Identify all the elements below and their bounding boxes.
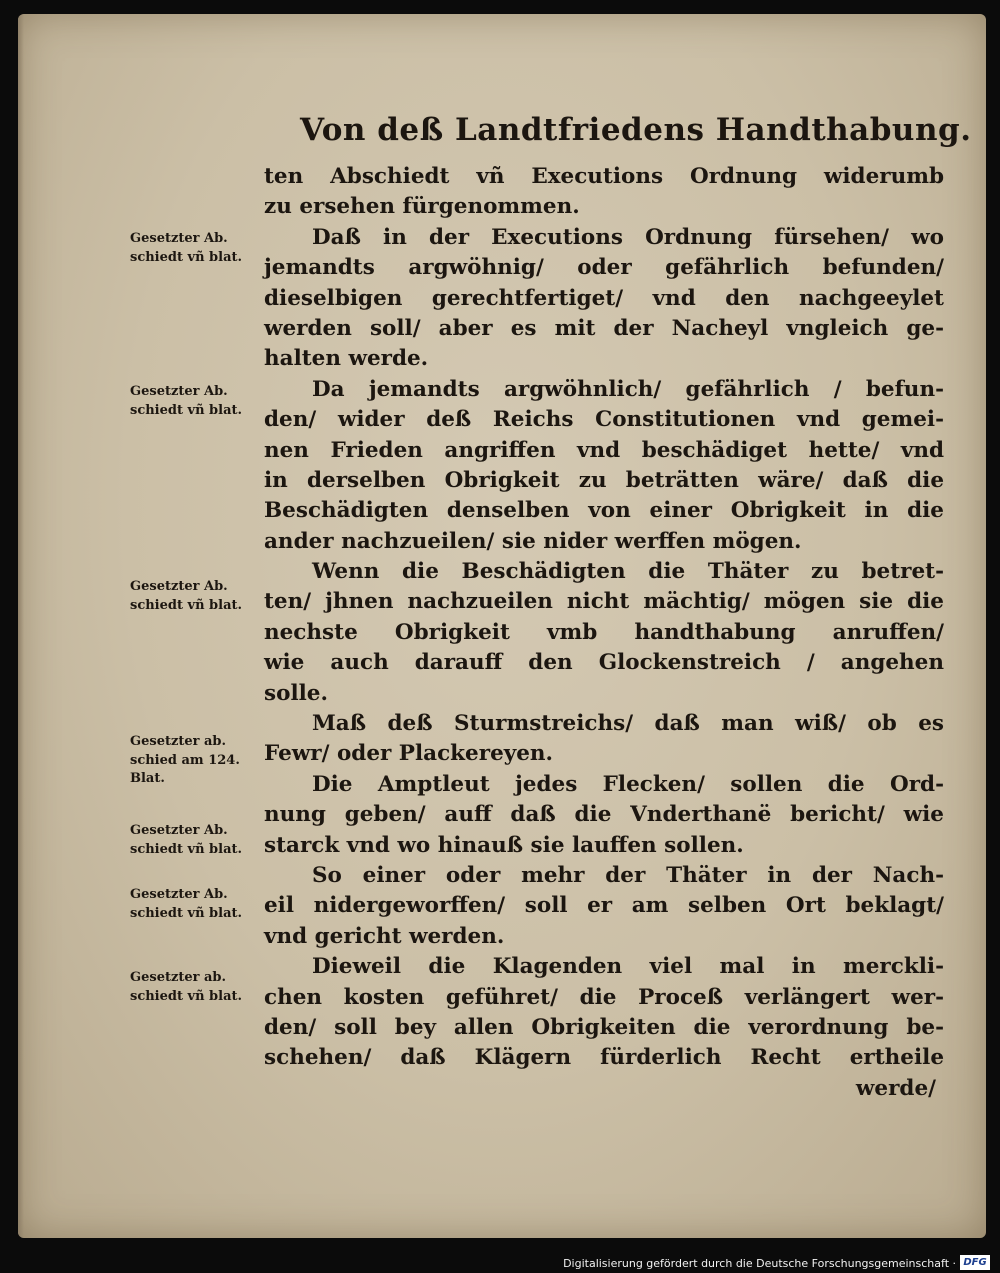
- text-line: ander nachzueilen/ sie nider werffen mögen.: [264, 528, 802, 554]
- body-text: [264, 162, 944, 1104]
- margin-note-line: schiedt vñ blat.: [130, 841, 243, 857]
- text-line: So einer oder mehr der Thäter in der Nach-: [312, 862, 944, 888]
- margin-note-line: schiedt vñ blat.: [130, 402, 243, 418]
- text-line: starck vnd wo hinauß sie lauffen sollen.: [264, 832, 744, 858]
- margin-note-line: schiedt vñ blat.: [130, 249, 243, 265]
- text-line: vnd gericht werden.: [264, 923, 505, 949]
- margin-note-line: Gesetzter ab.: [130, 970, 227, 985]
- margin-note-line: Gesetzter ab.: [130, 734, 227, 749]
- margin-note: [130, 969, 262, 1006]
- text-line: jemandts argwöhnig/ oder gefährlich befunden/: [264, 255, 944, 281]
- text-line: halten werde.: [264, 346, 429, 372]
- catchword: werde/: [855, 1075, 936, 1101]
- text-line: Da jemandts argwöhnlich/ gefährlich / befun-: [312, 376, 944, 402]
- margin-note: [130, 578, 262, 615]
- text-line: Maß deß Sturmstreichs/ daß man wiß/ ob es: [312, 711, 944, 737]
- margin-note-line: schiedt vñ blat.: [130, 988, 243, 1004]
- text-line: den/ soll bey allen Obrigkeiten die verordnung be-: [264, 1014, 944, 1040]
- margin-note: [130, 733, 262, 789]
- digitization-credit: Digitalisierung gefördert durch die Deutsche Forschungsgemeinschaft ·: [563, 1257, 956, 1270]
- margin-note: [130, 822, 262, 859]
- text-line: werden soll/ aber es mit der Nacheyl vngleich ge-: [264, 315, 944, 341]
- page-edge: [18, 14, 24, 1238]
- margin-note-line: Gesetzter Ab.: [130, 887, 228, 902]
- text-line: solle.: [264, 680, 328, 706]
- text-line: chen kosten geführet/ die Proceß verlängert wer-: [264, 984, 944, 1010]
- text-line: in derselben Obrigkeit zu beträtten wäre/ daß die: [264, 467, 944, 493]
- text-line: Dieweil die Klagenden viel mal in merckli-: [312, 954, 944, 980]
- text-line: dieselbigen gerechtfertiget/ vnd den nachgeeylet: [264, 285, 944, 311]
- text-line: ten Abschiedt vñ Executions Ordnung widerumb: [264, 164, 944, 189]
- text-line: ten/ jhnen nachzueilen nicht mächtig/ mögen sie die: [264, 589, 944, 615]
- text-line: den/ wider deß Reichs Constitutionen vnd gemei-: [264, 407, 944, 433]
- margin-note: [130, 230, 262, 267]
- margin-note-line: schied am 124.: [130, 752, 240, 768]
- margin-note-line: Gesetzter Ab.: [130, 823, 228, 838]
- text-line: zu ersehen fürgenommen.: [264, 194, 580, 220]
- text-line: Die Amptleut jedes Flecken/ sollen die Ord-: [312, 771, 944, 797]
- margin-note-line: Gesetzter Ab.: [130, 579, 228, 594]
- dfg-logo-icon: DFG: [960, 1255, 990, 1270]
- margin-note-line: schiedt vñ blat.: [130, 597, 243, 613]
- text-line: nen Frieden angriffen vnd beschädiget hette/ vnd: [264, 437, 944, 463]
- running-head: Von deß Landtfriedens Handthabung.: [300, 112, 972, 148]
- text-line: Daß in der Executions Ordnung fürsehen/ wo: [312, 224, 944, 250]
- margin-note-line: Blat.: [130, 771, 165, 786]
- text-line: nung geben/ auff daß die Vnderthanë bericht/ wie: [264, 802, 944, 828]
- text-line: Fewr/ oder Plackereyen.: [264, 741, 554, 767]
- text-line: schehen/ daß Klägern fürderlich Recht ertheile: [264, 1045, 944, 1071]
- text-line: wie auch darauff den Glockenstreich / angehen: [264, 650, 944, 676]
- margin-note-line: schiedt vñ blat.: [130, 905, 243, 921]
- text-line: Beschädigten denselben von einer Obrigkeit in die: [264, 498, 944, 524]
- text-line: Wenn die Beschädigten die Thäter zu betret-: [312, 559, 944, 585]
- margin-note: [130, 383, 262, 420]
- text-line: eil nidergeworffen/ soll er am selben Ort beklagt/: [264, 893, 944, 919]
- margin-note: [130, 886, 262, 923]
- margin-note-line: Gesetzter Ab.: [130, 384, 228, 399]
- margin-note-line: Gesetzter Ab.: [130, 231, 228, 246]
- text-line: nechste Obrigkeit vmb handthabung anruffen/: [264, 619, 944, 645]
